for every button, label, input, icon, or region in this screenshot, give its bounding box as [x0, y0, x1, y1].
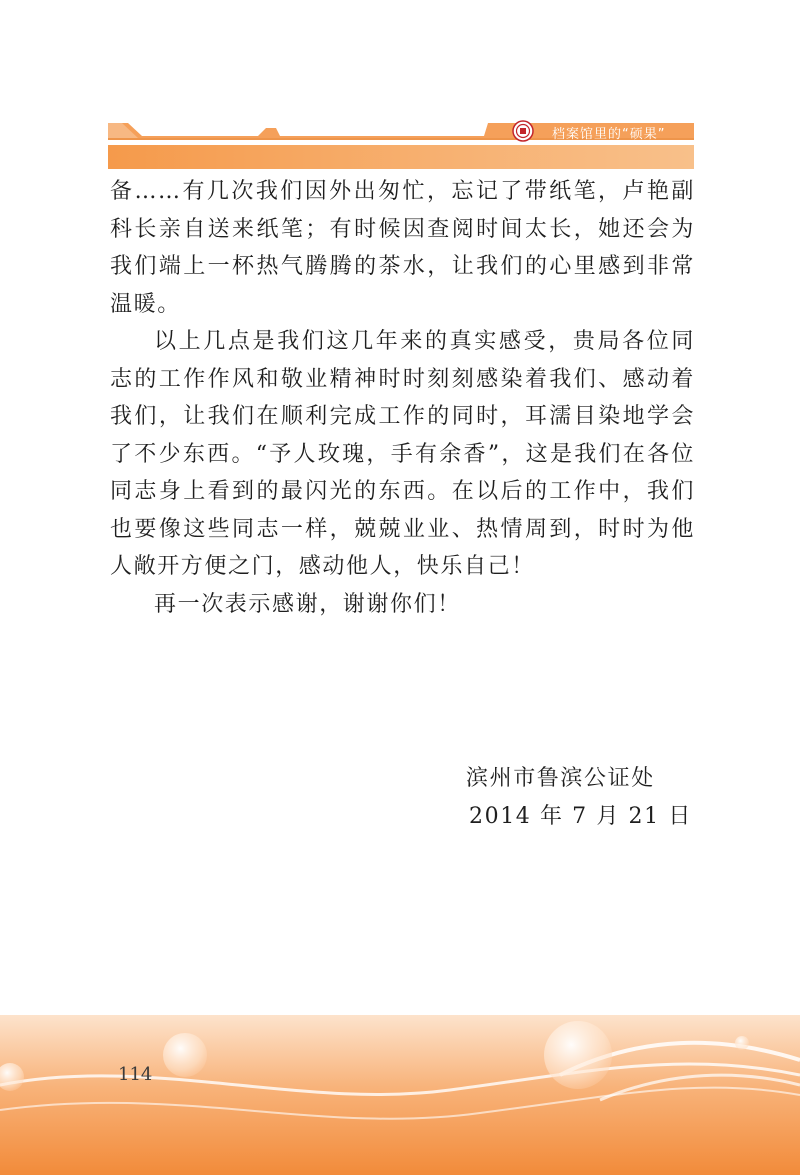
paragraph-thanks: 再一次表示感谢，谢谢你们！: [154, 591, 461, 617]
header-years: 2010-2014: [160, 129, 228, 139]
signature-block: [466, 760, 692, 836]
header-series-title: 档案馆里的“硕果”: [552, 127, 666, 142]
footer-decoration: [0, 1015, 800, 1175]
paragraph-summary: 以上几点是我们这几年来的真实感受，贵局各位同志的工作作风和敬业精神时时刻刻感染着我们、感动着我们，让我们在顺利完成工作的同时，耳濡目染地学会了不少东西。“予人玫瑰，手有余香”，这是我们在各位同志身上看到的最闪光的东西。在以后的工作中，我们也要像这些同志一样，兢兢业业、热情周到，时时为他人敞开方便之门，感动他人，快乐自己！: [110, 329, 695, 579]
letter-body: [110, 173, 695, 623]
paragraph-continued: 备……有几次我们因外出匆忙，忘记了带纸笔，卢艳副科长亲自送来纸笔；有时候因查阅时间太长，她还会为我们端上一杯热气腾腾的茶水，让我们的心里感到非常温暖。: [110, 179, 695, 317]
archive-emblem-icon: [512, 120, 534, 142]
signature-organization: 滨州市鲁滨公证处: [466, 766, 655, 791]
header-band: [108, 145, 694, 169]
page-number: 114: [118, 1064, 153, 1085]
page-header: [108, 123, 694, 169]
signature-date: 2014 年 7 月 21 日: [469, 804, 692, 829]
